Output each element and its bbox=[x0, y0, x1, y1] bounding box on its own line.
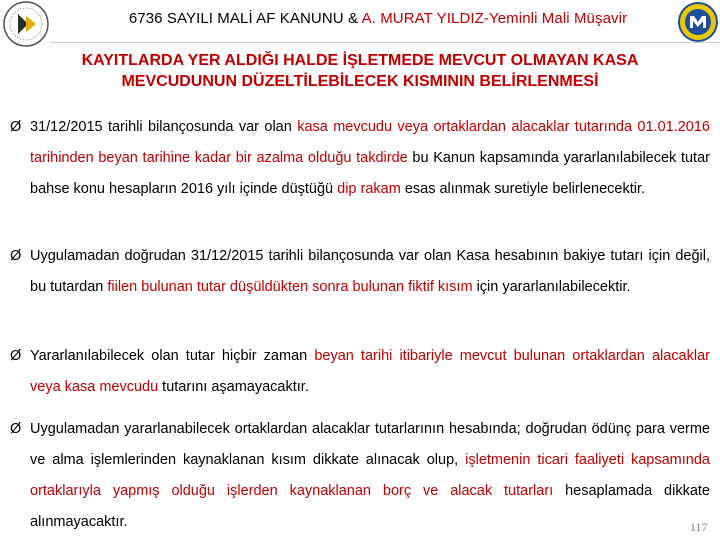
header-title: 6736 SAYILI MALİ AF KANUNU & A. MURAT YILDIZ-Yeminli Mali Müşavir bbox=[128, 10, 628, 27]
bullet-text: Uygulamadan yararlanabilecek ortaklardan alacaklar tutarlarının hesabında; doğrudan ödünç para verme ve alma işlemlerinden kaynaklanan kısım dikkate alınacak olup, işletmenin ticari faaliyeti kapsamında ortaklarıyla yapmış olduğu işlerden kaynaklanan borç ve alacak tutarları hesaplamada dikkate alınmayacaktır. bbox=[30, 421, 710, 530]
blue-emblem-logo bbox=[678, 2, 718, 42]
arrow-bullet-icon: Ø bbox=[10, 421, 22, 437]
bullet-item-4 bbox=[10, 414, 710, 538]
circular-seal-logo bbox=[2, 0, 50, 48]
bullet-text: 31/12/2015 tarihli bilançosunda var olan kasa mevcudu veya ortaklardan alacaklar tutarında 01.01.2016 tarihinden beyan tarihine kadar bir azalma olduğu takdirde bu Kanun kapsamında yararlanılabilecek tutar bahse konu hesapların 2016 yılı içinde düştüğü dip rakam esas alınmak suretiyle belirlenecektir. bbox=[30, 119, 710, 197]
page-number: 117 bbox=[690, 520, 708, 534]
arrow-bullet-icon: Ø bbox=[10, 348, 22, 364]
bullet-text: Uygulamadan doğrudan 31/12/2015 tarihli bilançosunda var olan Kasa hesabının bakiye tutarı için değil, bu tutardan fiilen bulunan tutar düşüldükten sonra bulunan fiktif kısım için yararlanılabilecektir. bbox=[30, 248, 710, 295]
arrow-bullet-icon: Ø bbox=[10, 119, 22, 135]
bullet-item-1 bbox=[10, 112, 710, 205]
page-heading bbox=[20, 50, 700, 92]
arrow-bullet-icon: Ø bbox=[10, 248, 22, 264]
header-divider bbox=[50, 42, 720, 43]
heading-line-1: KAYITLARDA YER ALDIĞI HALDE İŞLETMEDE MEVCUT OLMAYAN KASA bbox=[81, 52, 639, 69]
heading-line-2: MEVCUDUNUN DÜZELTİLEBİLECEK KISMININ BELİRLENMESİ bbox=[121, 73, 599, 90]
bullet-item-2 bbox=[10, 241, 710, 303]
bullet-item-3 bbox=[10, 341, 710, 403]
bullet-text: Yararlanılabilecek olan tutar hiçbir zaman beyan tarihi itibariyle mevcut bulunan ortaklardan alacaklar veya kasa mevcudu tutarını aşamayacaktır. bbox=[30, 348, 710, 395]
header-title-author: A. MURAT YILDIZ-Yeminli Mali Müşavir bbox=[361, 10, 628, 27]
